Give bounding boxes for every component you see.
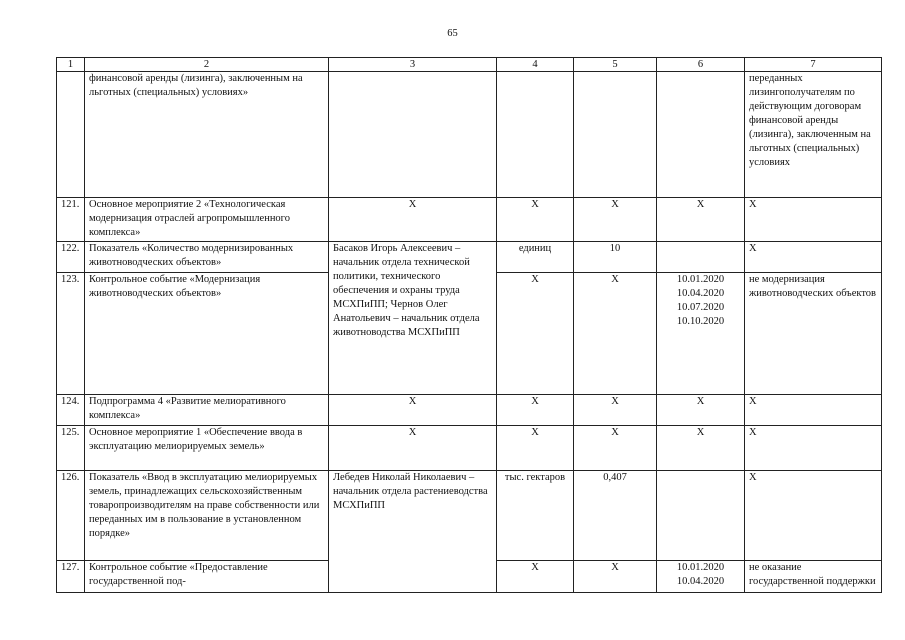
unit: Х [497,198,574,242]
row-number: 122. [57,242,85,273]
header-cell: 1 [57,58,85,72]
row-number: 123. [57,273,85,395]
table-row [57,242,882,273]
responsible: Басаков Игорь Алексеевич – начальник отдела технической политики, технического обеспечения и охраны труда МСХПиПП; Чернов Олег Анатольевич – начальник отдела животноводства МСХПиПП [329,242,497,395]
value: Х [574,198,657,242]
header-cell: 5 [574,58,657,72]
header-cell: 3 [329,58,497,72]
dates [657,242,745,273]
unit [497,72,574,198]
row-number: 124. [57,395,85,426]
unit: единиц [497,242,574,273]
note: Х [745,426,882,471]
note: Х [745,198,882,242]
table-row [57,395,882,426]
dates: 10.01.2020 10.04.2020 [657,561,745,593]
item-name: Контрольное событие «Модернизация животноводческих объектов» [85,273,329,395]
value: Х [574,426,657,471]
value: 10 [574,242,657,273]
item-name: Основное мероприятие 1 «Обеспечение ввода в эксплуатацию мелиорируемых земель» [85,426,329,471]
responsible: Х [329,198,497,242]
unit: Х [497,273,574,395]
dates: 10.01.2020 10.04.2020 10.07.2020 10.10.2020 [657,273,745,395]
value: 0,407 [574,471,657,561]
header-cell: 7 [745,58,882,72]
dates: Х [657,395,745,426]
table-row [57,72,882,198]
unit: Х [497,395,574,426]
unit: Х [497,561,574,593]
plan-table [56,57,882,593]
note: Х [745,395,882,426]
row-number: 126. [57,471,85,561]
item-name: Основное мероприятие 2 «Технологическая модернизация отраслей агропромышленного комплекса» [85,198,329,242]
note: Х [745,471,882,561]
row-number: 121. [57,198,85,242]
value: Х [574,273,657,395]
note: не модернизация животноводческих объектов [745,273,882,395]
value: Х [574,561,657,593]
page-number: 65 [447,28,458,39]
item-name: Показатель «Количество модернизированных животноводческих объектов» [85,242,329,273]
item-name: Подпрограмма 4 «Развитие мелиоративного комплекса» [85,395,329,426]
dates: Х [657,198,745,242]
note: переданных лизингополучателям по действующим договорам финансовой аренды (лизинга), заключенным на льготных (специальных) условиях [745,72,882,198]
note: Х [745,242,882,273]
dates: Х [657,426,745,471]
header-cell: 2 [85,58,329,72]
table-row [57,471,882,561]
unit: Х [497,426,574,471]
row-number: 125. [57,426,85,471]
item-name: финансовой аренды (лизинга), заключенным на льготных (специальных) условиях» [85,72,329,198]
header-row [57,58,882,72]
unit: тыс. гектаров [497,471,574,561]
header-cell: 6 [657,58,745,72]
table-row [57,426,882,471]
responsible: Лебедев Николай Николаевич – начальник отдела растениеводства МСХПиПП [329,471,497,593]
note: не оказание государственной поддержки [745,561,882,593]
row-number [57,72,85,198]
table-row [57,198,882,242]
dates [657,471,745,561]
item-name: Контрольное событие «Предоставление государственной под- [85,561,329,593]
row-number: 127. [57,561,85,593]
value: Х [574,395,657,426]
responsible: Х [329,395,497,426]
responsible: Х [329,426,497,471]
responsible [329,72,497,198]
value [574,72,657,198]
header-cell: 4 [497,58,574,72]
dates [657,72,745,198]
item-name: Показатель «Ввод в эксплуатацию мелиорируемых земель, принадлежащих сельскохозяйственным товаропроизводителям на праве собственности или переданных им в пользование в установленном порядке» [85,471,329,561]
